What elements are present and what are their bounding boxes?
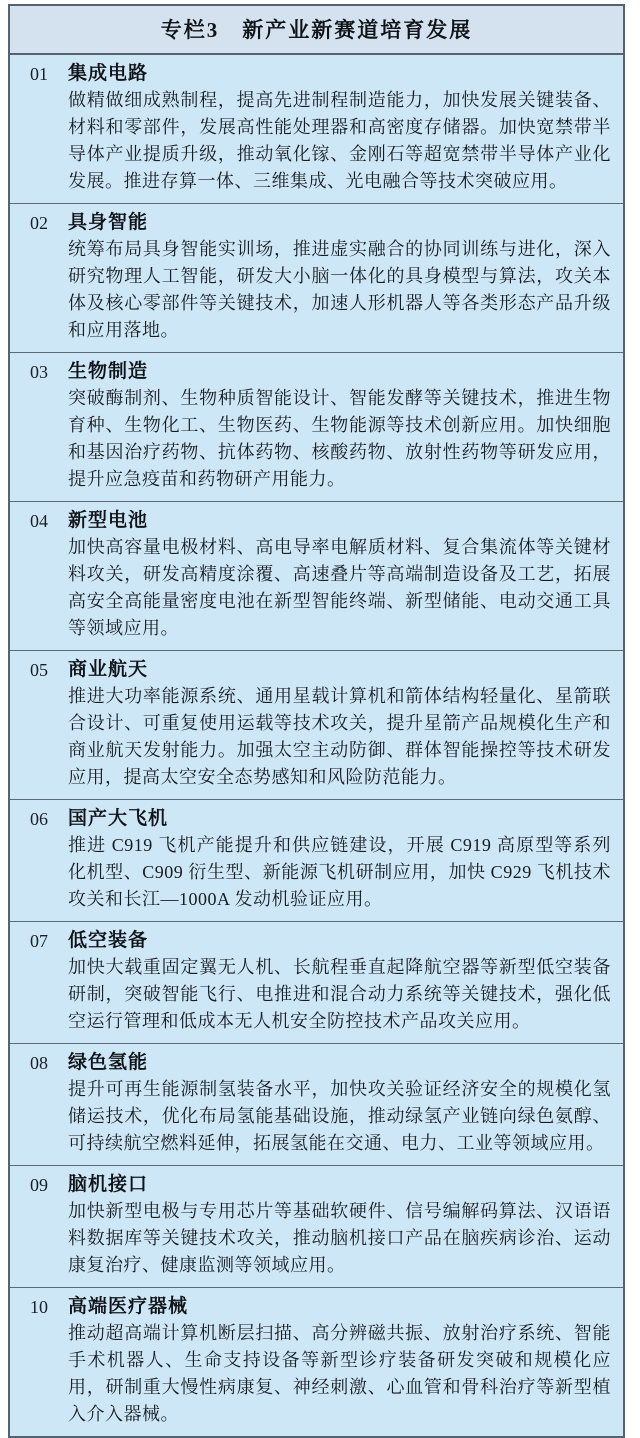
section-row-biomanufacturing xyxy=(10,353,623,502)
section-row-domestic-aircraft xyxy=(10,800,623,922)
section-heading: 具身智能 xyxy=(68,212,149,233)
section-number: 05 xyxy=(30,660,48,680)
section-content xyxy=(68,1293,611,1428)
section-row-embodied-ai xyxy=(10,204,623,353)
section-row-new-batteries xyxy=(10,502,623,651)
section-heading: 绿色氢能 xyxy=(68,1052,149,1073)
section-content xyxy=(68,805,611,913)
section-row-medical-devices xyxy=(10,1288,623,1436)
section-heading: 国产大飞机 xyxy=(68,808,169,829)
section-row-low-altitude-equipment xyxy=(10,922,623,1044)
section-heading: 新型电池 xyxy=(68,510,149,531)
special-column-panel xyxy=(8,4,625,1438)
section-heading: 高端医疗器械 xyxy=(68,1296,189,1317)
section-content xyxy=(68,1049,611,1157)
panel-title: 专栏3 新产业新赛道培育发展 xyxy=(10,6,623,55)
section-row-brain-computer-interface xyxy=(10,1166,623,1288)
section-number: 07 xyxy=(30,931,48,951)
section-number: 03 xyxy=(30,362,48,382)
section-heading: 商业航天 xyxy=(68,659,149,680)
section-content xyxy=(68,927,611,1035)
section-content xyxy=(68,60,611,195)
section-body: 加快新型电极与专用芯片等基础软硬件、信号编解码算法、汉语语料数据库等关键技术攻关，推动脑机接口产品在脑疾病诊治、运动康复治疗、健康监测等领域应用。 xyxy=(68,1201,611,1275)
section-body: 推进 C919 飞机产能提升和供应链建设，开展 C919 高原型等系列化机型、C909 衍生型、新能源飞机研制应用，加快 C929 飞机技术攻关和长江—1000A 发动机验证应用。 xyxy=(68,835,611,909)
section-number: 10 xyxy=(30,1297,48,1317)
section-row-integrated-circuits xyxy=(10,55,623,204)
section-number: 08 xyxy=(30,1053,48,1073)
section-body: 推进大功率能源系统、通用星载计算机和箭体结构轻量化、星箭联合设计、可重复使用运载等技术攻关，提升星箭产品规模化生产和商业航天发射能力。加强太空主动防御、群体智能操控等技术研发应用，提高太空安全态势感知和风险防范能力。 xyxy=(68,686,611,787)
section-heading: 生物制造 xyxy=(68,361,149,382)
section-body: 统筹布局具身智能实训场，推进虚实融合的协同训练与进化，深入研究物理人工智能，研发大小脑一体化的具身模型与算法，攻关本体及核心零部件等关键技术，加速人形机器人等各类形态产品升级和应用落地。 xyxy=(68,239,611,340)
section-number: 02 xyxy=(30,213,48,233)
section-content xyxy=(68,209,611,344)
section-body: 加快高容量电极材料、高电导率电解质材料、复合集流体等关键材料攻关，研发高精度涂覆、高速叠片等高端制造设备及工艺，拓展高安全高能量密度电池在新型智能终端、新型储能、电动交通工具等领域应用。 xyxy=(68,537,611,638)
section-row-green-hydrogen xyxy=(10,1044,623,1166)
section-number: 01 xyxy=(30,64,48,84)
section-heading: 集成电路 xyxy=(68,63,149,84)
section-number: 06 xyxy=(30,809,48,829)
section-body: 突破酶制剂、生物种质智能设计、智能发酵等关键技术，推进生物育种、生物化工、生物医药、生物能源等技术创新应用。加快细胞和基因治疗药物、抗体药物、核酸药物、放射性药物等研发应用，提升应急疫苗和药物研产用能力。 xyxy=(68,388,611,489)
section-row-commercial-space xyxy=(10,651,623,800)
section-body: 提升可再生能源制氢装备水平，加快攻关验证经济安全的规模化氢储运技术，优化布局氢能基础设施，推动绿氢产业链向绿色氨醇、可持续航空燃料延伸，拓展氢能在交通、电力、工业等领域应用。 xyxy=(68,1079,611,1153)
section-heading: 脑机接口 xyxy=(68,1174,149,1195)
section-content xyxy=(68,358,611,493)
section-number: 09 xyxy=(30,1175,48,1195)
section-number: 04 xyxy=(30,511,48,531)
section-content xyxy=(68,1171,611,1279)
section-body: 推动超高端计算机断层扫描、高分辨磁共振、放射治疗系统、智能手术机器人、生命支持设备等新型诊疗装备研发突破和规模化应用，研制重大慢性病康复、神经刺激、心血管和骨科治疗等新型植入介入器械。 xyxy=(68,1323,611,1424)
section-content xyxy=(68,656,611,791)
section-body: 加快大载重固定翼无人机、长航程垂直起降航空器等新型低空装备研制，突破智能飞行、电推进和混合动力系统等关键技术，强化低空运行管理和低成本无人机安全防控技术产品攻关应用。 xyxy=(68,957,611,1031)
section-body: 做精做细成熟制程，提高先进制程制造能力，加快发展关键装备、材料和零部件，发展高性能处理器和高密度存储器。加快宽禁带半导体产业提质升级，推动氧化镓、金刚石等超宽禁带半导体产业化发展。推进存算一体、三维集成、光电融合等技术突破应用。 xyxy=(68,90,611,191)
section-heading: 低空装备 xyxy=(68,930,149,951)
section-content xyxy=(68,507,611,642)
